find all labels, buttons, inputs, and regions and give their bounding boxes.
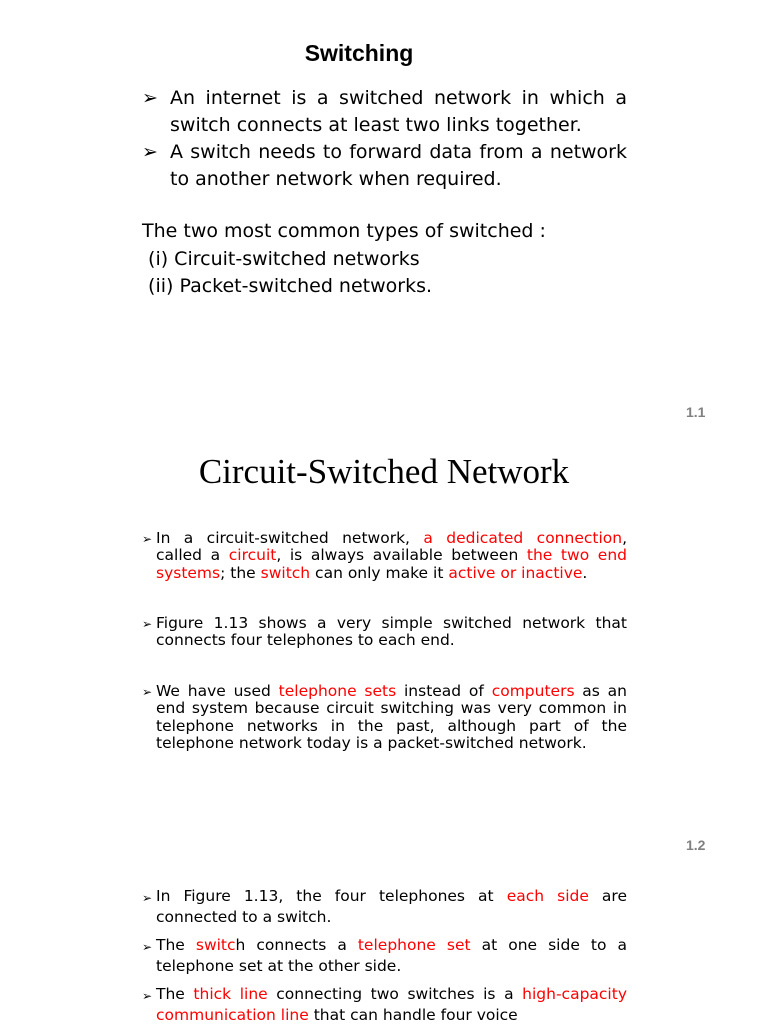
text-run: at one side to a telephone set at the other side. bbox=[156, 936, 628, 975]
slide2-bullet-3-text bbox=[156, 683, 627, 753]
arrow-bullet-icon: ➢ bbox=[142, 989, 153, 1003]
text-run: . bbox=[582, 563, 588, 582]
page-number: 1.2 bbox=[686, 837, 706, 853]
highlighted-text: a dedicated connection bbox=[423, 529, 623, 547]
slide2-bullet-3 bbox=[142, 683, 627, 753]
slide1-bullet-1 bbox=[142, 85, 627, 139]
arrow-bullet-icon: ➢ bbox=[142, 940, 153, 954]
slide1-bullet-2 bbox=[142, 139, 627, 193]
text-run: ; the bbox=[220, 563, 261, 582]
slide2-title: Circuit-Switched Network bbox=[198, 452, 570, 491]
text-run: Figure 1.13 shows a very simple switched network that connects four telephones to each end. bbox=[156, 614, 627, 650]
arrow-bullet-icon: ➢ bbox=[142, 891, 153, 905]
text-run: h connects a bbox=[235, 936, 358, 954]
text-run: , called a bbox=[156, 529, 628, 565]
highlighted-text: computers bbox=[491, 682, 575, 700]
slide1-bullet-1-text: An internet is a switched network in which a switch connects at least two links together. bbox=[170, 87, 627, 136]
highlighted-text: active or inactive bbox=[448, 563, 583, 582]
slide1-type-1: (i) Circuit-switched networks bbox=[142, 248, 420, 270]
slide1-bullet-2-text: A switch needs to forward data from a network to another network when required. bbox=[170, 141, 627, 190]
text-run: as an end system because circuit switching was very common in telephone networks in the past, although part of the telephone network today is a packet-switched network. bbox=[156, 682, 628, 753]
highlighted-text: switch bbox=[260, 563, 311, 582]
text-run: that can handle four voice bbox=[308, 1005, 518, 1024]
slide3-bullet-3 bbox=[142, 984, 627, 1025]
slide3-bullet-2-text bbox=[156, 935, 627, 976]
highlighted-text: each side bbox=[506, 887, 589, 905]
text-run: , is always available between bbox=[276, 546, 527, 565]
arrow-bullet-icon: ➢ bbox=[142, 532, 153, 546]
slide2-bullet-1-text bbox=[156, 530, 627, 582]
highlighted-text: switc bbox=[195, 936, 236, 954]
slide1-title: Switching bbox=[304, 40, 414, 66]
text-run: instead of bbox=[396, 682, 492, 700]
slide1-intro: The two most common types of switched : bbox=[142, 220, 546, 242]
text-run: can only make it bbox=[310, 563, 449, 582]
arrow-bullet-icon: ➢ bbox=[142, 141, 158, 163]
text-run: In a circuit-switched network, bbox=[156, 529, 424, 547]
page-number: 1.1 bbox=[686, 404, 706, 420]
slide2-bullet-2-text bbox=[156, 615, 627, 650]
highlighted-text: thick line bbox=[193, 985, 268, 1003]
text-run: In Figure 1.13, the four telephones at bbox=[156, 887, 507, 905]
text-run: are connected to a switch. bbox=[156, 887, 627, 926]
arrow-bullet-icon: ➢ bbox=[142, 617, 153, 631]
highlighted-text: circuit bbox=[228, 546, 277, 565]
slide3-bullet-1-text bbox=[156, 886, 627, 927]
slide3-bullet-1 bbox=[142, 886, 627, 927]
highlighted-text: telephone set bbox=[357, 936, 471, 954]
slide3-bullet-3-text bbox=[156, 984, 627, 1025]
arrow-bullet-icon: ➢ bbox=[142, 685, 153, 699]
highlighted-text: the two end systems bbox=[156, 546, 627, 582]
slide2-bullet-1 bbox=[142, 530, 627, 582]
highlighted-text: high-capacity communication line bbox=[156, 985, 627, 1024]
text-run: connecting two switches is a bbox=[267, 985, 523, 1003]
arrow-bullet-icon: ➢ bbox=[142, 87, 158, 109]
slide3-bullet-2 bbox=[142, 935, 627, 976]
text-run: We have used bbox=[156, 682, 279, 700]
text-run: The bbox=[156, 985, 194, 1003]
highlighted-text: telephone sets bbox=[278, 682, 397, 700]
text-run: The bbox=[156, 936, 196, 954]
slide2-bullet-2 bbox=[142, 615, 627, 650]
slide1-type-2: (ii) Packet-switched networks. bbox=[142, 275, 433, 297]
